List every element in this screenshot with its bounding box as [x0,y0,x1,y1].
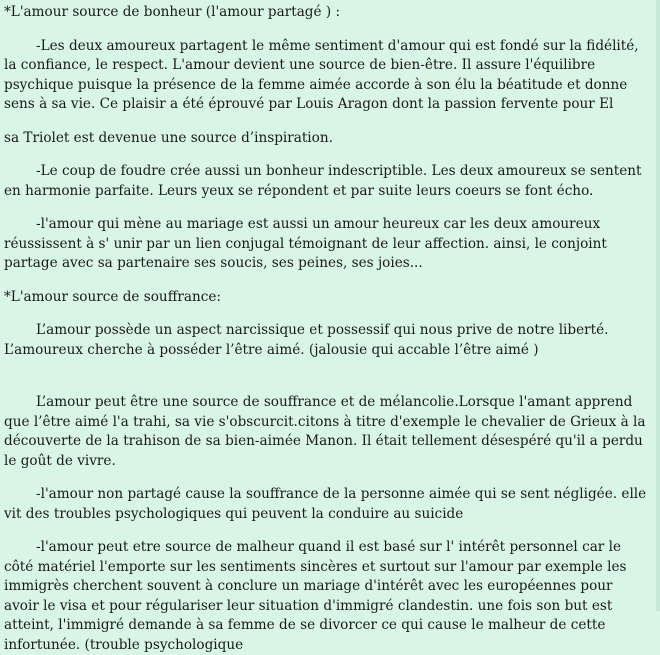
heading-love-source-of-happiness: *L'amour source de bonheur (l'amour partagé ) : [4,4,341,20]
paragraph-shared-love: -Les deux amoureux partagent le même sentiment d'amour qui est fondé sur la fidélité, la confiance, le respect. L'amour devient une source de bien-être. Il assure l'équilibre psychique puisque la présence de la femme aimée accorde à son élu la béatitude et donne sens à sa vie. Ce plaisir a été éprouvé par Louis Aragon dont la passion fervente pour El [4,37,639,112]
paragraph-shared-love-continued: sa Triolet est devenue une source d’inspiration. [4,129,333,146]
heading-love-source-of-suffering: *L'amour source de souffrance: [4,288,221,305]
scrollbar-track[interactable] [656,0,660,611]
paragraph-possessive-love: L’amour possède un aspect narcissique et possessif qui nous prive de notre liberté. L’amoureux cherche à posséder l’être aimé. (jalousie qui accable l’être aimé ) [4,322,609,358]
paragraph-love-at-first-sight: -Le coup de foudre crée aussi un bonheur indescriptible. Les deux amoureux se sentent en harmonie parfaite. Leurs yeux se répondent et par suite leurs coeurs se font écho. [4,163,642,199]
paragraph-interest-marriage: -l'amour peut etre source de malheur quand il est basé sur l' intérêt personnel car le côté matériel l'emporte sur les sentiments sincères et surtout sur l'amour par exemple les immigrès cherchent souvent à conclure un mariage d'intérêt avec les européennes pour avoir le visa et pour régulariser leur situation d'immigré clandestin. une fois son but est atteint, l'immigré demande à sa femme de se divorcer ce qui cause le malheur de cette infortunée. (trouble psychologique [4,539,627,653]
paragraph-unrequited-love: -l'amour non partagé cause la souffrance de la personne aimée qui se sent négligée. elle vit des troubles psychologiques qui peuvent la conduire au suicide [4,486,647,522]
blank-line [4,374,652,393]
paragraph-melancholy: L’amour peut être une source de souffrance et de mélancolie.Lorsque l'amant apprend que l’être aimé l'a trahi, sa vie s'obscurcit.citons à titre d'exemple le chevalier de Grieux à la découverte de la trahison de sa bien-aimée Manon. Il était tellement désespéré qu'il a perdu le goût de vivre. [4,394,646,469]
paragraph-love-marriage: -l'amour qui mène au mariage est aussi un amour heureux car les deux amoureux réussissent à s' unir par un lien conjugal témoignant de leur affection. ainsi, le conjoint partage avec sa partenaire ses soucis, ses peines, ses joies... [4,216,607,271]
